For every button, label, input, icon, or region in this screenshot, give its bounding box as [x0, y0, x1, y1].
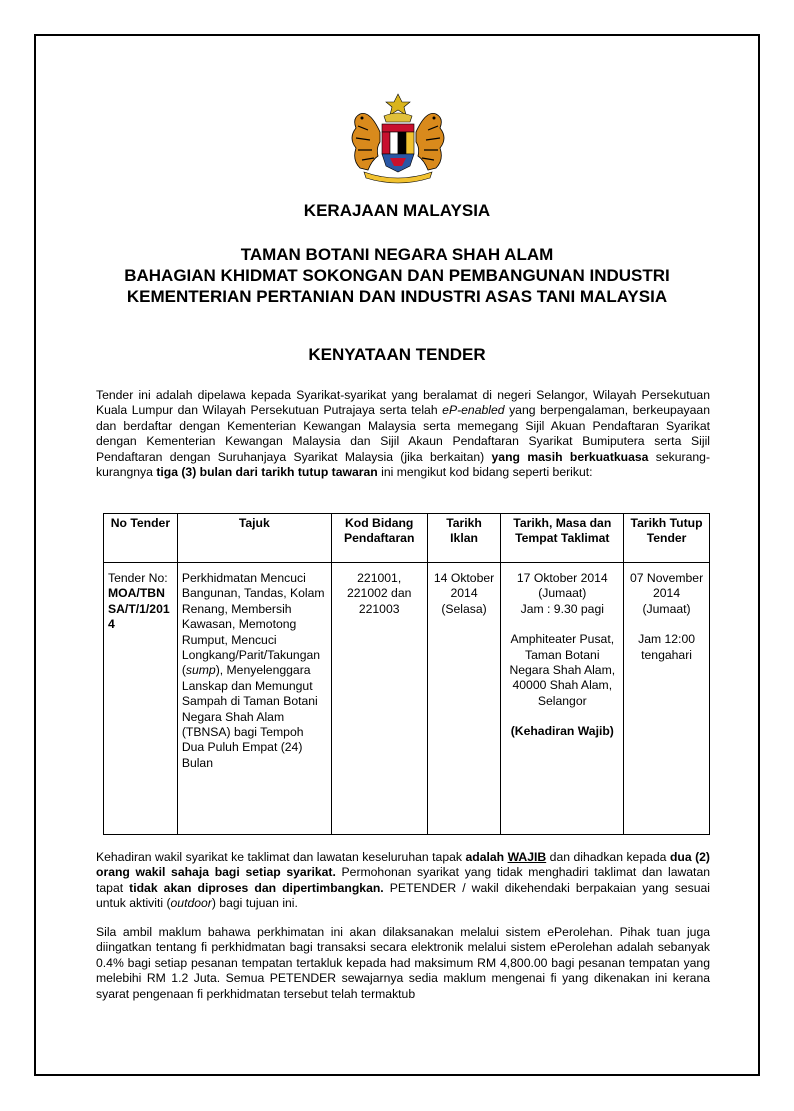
cell-tarikh-tutup: 07 November 2014 (Jumaat) Jam 12:00 tengahari: [624, 563, 710, 835]
agency-heading-2: BAHAGIAN KHIDMAT SOKONGAN DAN PEMBANGUNAN INDUSTRI: [124, 266, 670, 285]
cell-taklimat: 17 Oktober 2014 (Jumaat) Jam : 9.30 pagi Amphiteater Pusat, Taman Botani Negara Shah Alam, 40000 Shah Alam, Selangor (Kehadiran Wajib): [501, 563, 624, 835]
cell-tajuk: Perkhidmatan Mencuci Bangunan, Tandas, Kolam Renang, Membersih Kawasan, Memotong Rumput, Mencuci Longkang/Parit/Takungan (sump), Menyelenggara Lanskap dan Memungut Sampah di Taman Botani Negara Shah Alam (TBNSA) bagi Tempoh Dua Puluh Empat (24) Bulan: [177, 563, 331, 835]
header-kod-bidang: Kod Bidang Pendaftaran: [331, 514, 427, 563]
tender-table: [103, 513, 710, 835]
cell-kod-bidang: 221001, 221002 dan 221003: [331, 563, 427, 835]
malaysia-coat-of-arms-icon: [338, 92, 458, 184]
tender-number: MOA/TBNSA/T/1/2014: [108, 586, 170, 632]
intro-paragraph: Tender ini adalah dipelawa kepada Syarikat-syarikat yang beralamat di negeri Selangor, Wilayah Persekutuan Kuala Lumpur dan Wilayah Persekutuan Putrajaya serta telah eP-enabled yang berpengalaman, berkeupayaan dan berdaftar dengan Kementerian Kewangan Malaysia serta memegang Sijil Akuan Pendaftaran Syarikat dengan Kementerian Kewangan Malaysia dan Sijil Akaun Pendaftaran Syarikat Bumiputera serta Sijil Pendaftaran dengan Suruhanjaya Syarikat Malaysia (jika berkaitan) yang masih berkuatkuasa sekurang-kurangnya tiga (3) bulan dari tarikh tutup tawaran ini mengikut kod bidang seperti berikut:: [96, 388, 710, 480]
header-tarikh-iklan: Tarikh Iklan: [427, 514, 501, 563]
attendance-paragraph: Kehadiran wakil syarikat ke taklimat dan lawatan keseluruhan tapak adalah WAJIB dan dihadkan kepada dua (2) orang wakil sahaja bagi setiap syarikat. Permohonan syarikat yang tidak menghadiri taklimat dan lawatan tapat tidak akan diproses dan dipertimbangkan. PETENDER / wakil dikehendaki berpakaian yang sesuai untuk aktiviti (outdoor) bagi tujuan ini.: [96, 850, 710, 911]
government-heading: KERAJAAN MALAYSIA: [303, 201, 491, 220]
fees-paragraph: Sila ambil maklum bahawa perkhimatan ini akan dilaksanakan melalui sistem ePerolehan. Pihak tuan juga diingatkan tentang fi perkhidmatan bagi transaksi secara elektronik melalui sistem ePerolehan adalah sebanyak 0.4% bagi setiap pesanan tempatan tertakluk kepada had maksimum RM 4,800.00 bagi pesanan tempatan yang melebihi RM 1.2 Juta. Semua PETENDER sewajarnya sedia maklum mengenai fi yang dikenakan ini kerana syarat pengenaan fi perkhidmatan tersebut telah termaktub: [96, 925, 710, 1001]
cell-tarikh-iklan: 14 Oktober 2014 (Selasa): [427, 563, 501, 835]
notice-title: KENYATAAN TENDER: [308, 345, 486, 364]
cell-no-tender: Tender No: MOA/TBNSA/T/1/2014: [104, 563, 178, 835]
agency-heading-1: TAMAN BOTANI NEGARA SHAH ALAM: [240, 245, 554, 264]
header-no-tender: No Tender: [104, 514, 178, 563]
table-row: [104, 563, 710, 835]
header-tarikh-tutup: Tarikh Tutup Tender: [624, 514, 710, 563]
table-header-row: [104, 514, 710, 563]
header-tajuk: Tajuk: [177, 514, 331, 563]
agency-heading-3: KEMENTERIAN PERTANIAN DAN INDUSTRI ASAS TANI MALAYSIA: [126, 287, 668, 306]
attendance-required-note: (Kehadiran Wajib): [510, 724, 614, 739]
header-taklimat: Tarikh, Masa dan Tempat Taklimat: [501, 514, 624, 563]
